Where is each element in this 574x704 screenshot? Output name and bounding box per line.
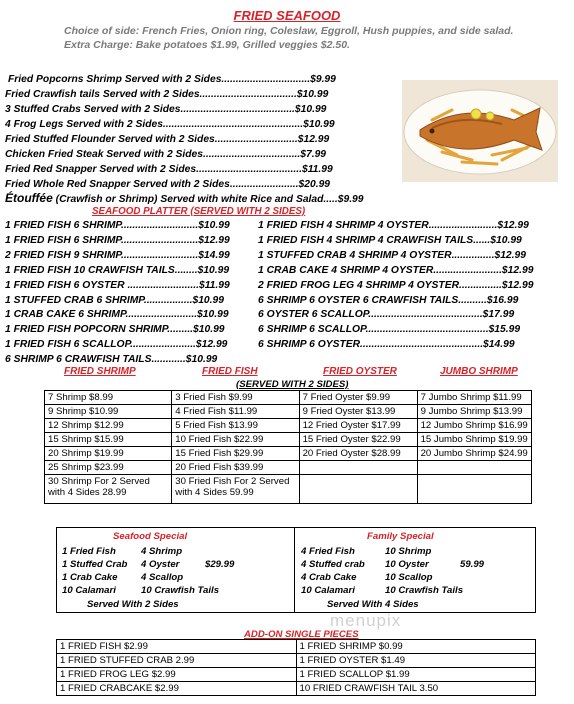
platter-item: 6 OYSTER 6 SCALLOP........................................$17.99 bbox=[258, 309, 515, 321]
table-cell: 1 FRIED OYSTER $1.49 bbox=[296, 654, 536, 668]
platter-item: 1 CRAB CAKE 6 SHRIMP.........................$10.99 bbox=[5, 309, 229, 321]
table-cell: 12 Fried Oyster $17.99 bbox=[299, 419, 417, 433]
table-row bbox=[57, 654, 536, 668]
menu-item: Fried Red Snapper Served with 2 Sides.....................................$11.99 bbox=[5, 164, 333, 175]
table-cell: 10 FRIED CRAWFISH TAIL 3.50 bbox=[296, 682, 536, 696]
menu-item: Fried Stuffed Flounder Served with 2 Sides.............................$12.99 bbox=[5, 134, 330, 145]
special-price: $29.99 bbox=[205, 559, 235, 570]
combo-table bbox=[44, 390, 532, 504]
page-title: FRIED SEAFOOD bbox=[233, 8, 341, 23]
table-row bbox=[57, 640, 536, 654]
table-cell bbox=[417, 461, 531, 475]
table-row bbox=[45, 433, 532, 447]
table-cell: 15 Fried Oyster $22.99 bbox=[299, 433, 417, 447]
platter-item: 6 SHRIMP 6 OYSTER 6 CRAWFISH TAILS..........$16.99 bbox=[258, 294, 519, 306]
menu-item: 3 Stuffed Crabs Served with 2 Sides........................................$10.99 bbox=[5, 104, 327, 115]
special-item: 10 Calamari bbox=[301, 585, 355, 596]
platter-item: 1 FRIED FISH 6 SHRIMP...........................$12.99 bbox=[5, 234, 230, 246]
platter-item: 1 FRIED FISH 6 SHRIMP...........................$10.99 bbox=[5, 220, 230, 231]
platter-item: 6 SHRIMP 6 OYSTER...........................................$14.99 bbox=[258, 339, 515, 351]
seafood-special-served: Served With 2 Sides bbox=[87, 599, 179, 610]
table-cell: 25 Shrimp $23.99 bbox=[45, 461, 172, 475]
seafood-special-title: Seafood Special bbox=[113, 531, 188, 542]
table-cell bbox=[299, 475, 417, 504]
special-item: 4 Oyster bbox=[141, 559, 180, 570]
addon-title: ADD-ON SINGLE PIECES bbox=[244, 629, 359, 640]
menu-item-etouffee bbox=[5, 191, 364, 205]
table-cell: 1 FRIED CRABCAKE $2.99 bbox=[57, 682, 297, 696]
watermark-text: menupix bbox=[330, 611, 402, 630]
table-cell: 20 Shrimp $19.99 bbox=[45, 447, 172, 461]
heading-fried-fish: FRIED FISH bbox=[202, 366, 258, 377]
table-row bbox=[45, 391, 532, 405]
table-cell: 1 FRIED FROG LEG $2.99 bbox=[57, 668, 297, 682]
platter-item: 1 CRAB CAKE 4 SHRIMP 4 OYSTER........................$12.99 bbox=[258, 264, 534, 276]
table-cell: 1 FRIED SCALLOP $1.99 bbox=[296, 668, 536, 682]
specials-box bbox=[56, 527, 536, 613]
platter-item: 1 FRIED FISH 4 SHRIMP 4 CRAWFISH TAILS......$10.99 bbox=[258, 234, 522, 246]
table-cell: 1 FRIED SHRIMP $0.99 bbox=[296, 640, 536, 654]
family-special-served: Served With 4 Sides bbox=[327, 599, 419, 610]
table-cell: 9 Jumbo Shrimp $13.99 bbox=[417, 405, 531, 419]
special-item: 10 Shrimp bbox=[385, 546, 432, 557]
combo-family-shrimp-line1: 30 Shrimp For 2 Served bbox=[48, 476, 150, 487]
table-cell: 20 Jumbo Shrimp $24.99 bbox=[417, 447, 531, 461]
table-cell bbox=[417, 475, 531, 504]
menu-item: 4 Frog Legs Served with 2 Sides.................................................$10.99 bbox=[5, 119, 335, 130]
table-cell bbox=[172, 475, 299, 504]
platter-item: 1 STUFFED CRAB 4 SHRIMP 4 OYSTER...............$12.99 bbox=[258, 249, 526, 261]
table-cell: 20 Fried Fish $39.99 bbox=[172, 461, 299, 475]
platter-item: 1 FRIED FISH 4 SHRIMP 4 OYSTER........................$12.99 bbox=[258, 220, 529, 231]
table-cell: 4 Fried Fish $11.99 bbox=[172, 405, 299, 419]
table-cell bbox=[299, 461, 417, 475]
menu-item: Fried Crawfish tails Served with 2 Sides..................................$10.99 bbox=[5, 89, 329, 100]
table-cell: 3 Fried Fish $9.99 bbox=[172, 391, 299, 405]
etouffee-name: Étouffée bbox=[5, 191, 53, 205]
specials-divider bbox=[294, 528, 295, 612]
special-item: 4 Crab Cake bbox=[301, 572, 357, 583]
table-cell: 7 Shrimp $8.99 bbox=[45, 391, 172, 405]
special-item: 1 Stuffed Crab bbox=[62, 559, 128, 570]
table-row bbox=[45, 419, 532, 433]
menu-item: Fried Popcorns Shrimp Served with 2 Sides...............................$9.99 bbox=[8, 74, 336, 85]
table-cell: 10 Fried Fish $22.99 bbox=[172, 433, 299, 447]
menu-item: Chicken Fried Steak Served with 2 Sides..................................$7.99 bbox=[5, 149, 327, 160]
special-item: 1 Fried Fish bbox=[62, 546, 116, 557]
table-row bbox=[45, 405, 532, 419]
table-cell: 1 FRIED FISH $2.99 bbox=[57, 640, 297, 654]
table-cell: 5 Fried Fish $13.99 bbox=[172, 419, 299, 433]
extra-charge-note: Extra Charge: Bake potatoes $1.99, Grilled veggies $2.50. bbox=[64, 39, 350, 51]
heading-fried-oyster: FRIED OYSTER bbox=[323, 366, 397, 377]
table-cell: 20 Fried Oyster $28.99 bbox=[299, 447, 417, 461]
platter-item: 6 SHRIMP 6 CRAWFISH TAILS............$10.99 bbox=[5, 354, 218, 366]
special-item: 1 Crab Cake bbox=[62, 572, 118, 583]
platter-item: 6 SHRIMP 6 SCALLOP...........................................$15.99 bbox=[258, 324, 521, 336]
table-cell: 7 Fried Oyster $9.99 bbox=[299, 391, 417, 405]
table-cell: 7 Jumbo Shrimp $11.99 bbox=[417, 391, 531, 405]
served-note: (SERVED WITH 2 SIDES) bbox=[236, 379, 349, 390]
platter-item: 1 STUFFED CRAB 6 SHRIMP.................$10.99 bbox=[5, 294, 224, 306]
platter-item: 2 FRIED FROG LEG 4 SHRIMP 4 OYSTER...............$12.99 bbox=[258, 279, 534, 291]
table-row bbox=[57, 682, 536, 696]
platter-title: SEAFOOD PLATTER (SERVED WITH 2 SIDES) bbox=[92, 206, 306, 217]
table-cell: 9 Shrimp $10.99 bbox=[45, 405, 172, 419]
heading-jumbo-shrimp: JUMBO SHRIMP bbox=[440, 366, 518, 377]
platter-item: 1 FRIED FISH POPCORN SHRIMP.........$10.99 bbox=[5, 324, 225, 336]
combo-family-fish-line2: with 4 Sides 59.99 bbox=[175, 487, 254, 498]
platter-item: 1 FRIED FISH 6 OYSTER .........................$11.99 bbox=[5, 279, 230, 291]
table-cell: 9 Fried Oyster $13.99 bbox=[299, 405, 417, 419]
special-item: 4 Stuffed crab bbox=[301, 559, 365, 570]
table-cell: 15 Jumbo Shrimp $19.99 bbox=[417, 433, 531, 447]
table-row bbox=[45, 461, 532, 475]
table-cell: 12 Shrimp $12.99 bbox=[45, 419, 172, 433]
special-item: 10 Oyster bbox=[385, 559, 429, 570]
special-item: 10 Scallop bbox=[385, 572, 433, 583]
platter-item: 1 FRIED FISH 10 CRAWFISH TAILS........$10.99 bbox=[5, 264, 230, 276]
addon-table bbox=[56, 639, 536, 696]
special-item: 10 Crawfish Tails bbox=[141, 585, 220, 596]
fried-fish-photo bbox=[402, 80, 558, 182]
heading-fried-shrimp: FRIED SHRIMP bbox=[64, 366, 136, 377]
special-item: 10 Calamari bbox=[62, 585, 116, 596]
table-cell bbox=[45, 475, 172, 504]
family-special-title: Family Special bbox=[367, 531, 434, 542]
table-cell: 15 Shrimp $15.99 bbox=[45, 433, 172, 447]
table-row bbox=[45, 447, 532, 461]
table-cell: 12 Jumbo Shrimp $16.99 bbox=[417, 419, 531, 433]
table-row bbox=[45, 475, 532, 504]
special-price: 59.99 bbox=[460, 559, 485, 570]
special-item: 4 Shrimp bbox=[141, 546, 183, 557]
etouffee-desc: (Crawfish or Shrimp) Served with white Rice and Salad.....$9.99 bbox=[52, 194, 364, 205]
special-item: 10 Crawfish Tails bbox=[385, 585, 464, 596]
table-cell: 1 FRIED STUFFED CRAB 2.99 bbox=[57, 654, 297, 668]
menu-item: Fried Whole Red Snapper Served with 2 Sides........................$20.99 bbox=[5, 179, 331, 190]
special-item: 4 Scallop bbox=[141, 572, 184, 583]
table-row bbox=[57, 668, 536, 682]
special-item: 4 Fried Fish bbox=[301, 546, 355, 557]
platter-item: 2 FRIED FISH 9 SHRIMP...........................$14.99 bbox=[5, 249, 230, 261]
table-cell: 15 Fried Fish $29.99 bbox=[172, 447, 299, 461]
platter-item: 1 FRIED FISH 6 SCALLOP.......................$12.99 bbox=[5, 339, 228, 351]
combo-family-shrimp-line2: with 4 Sides 28.99 bbox=[48, 487, 127, 498]
sides-note: Choice of side: French Fries, Onion ring, Coleslaw, Eggroll, Hush puppies, and side salad. bbox=[64, 25, 514, 37]
combo-family-fish-line1: 30 Fried Fish For 2 Served bbox=[175, 476, 290, 487]
